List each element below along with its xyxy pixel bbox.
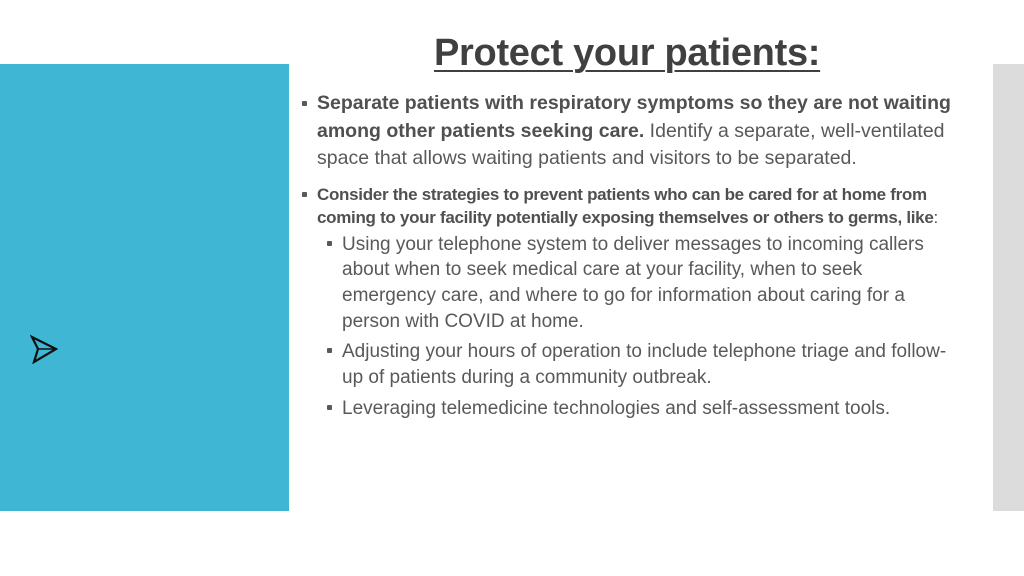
bullet-separate-patients bbox=[300, 90, 962, 173]
sub-bullet-text: Adjusting your hours of operation to include telephone triage and follow-up of patients during a community outbreak. bbox=[342, 341, 947, 389]
side-strip bbox=[993, 64, 1024, 511]
arrowhead-bullet-icon bbox=[30, 334, 58, 364]
sub-bullet-dot-icon bbox=[327, 241, 332, 246]
bullet-bold-text: Separate patients with respiratory symptoms so they are not waiting among other patients seeking care. bbox=[317, 92, 951, 142]
sub-bullet-list bbox=[325, 232, 980, 422]
sub-bullet-hours bbox=[325, 339, 957, 390]
bullet-dot-icon bbox=[302, 101, 307, 106]
bullet-colon: : bbox=[933, 208, 938, 227]
accent-panel bbox=[0, 64, 289, 511]
bullet-text: Identify a separate, well-ventilated space that allows waiting patients and visitors to be separated. bbox=[317, 119, 945, 169]
bullet-list bbox=[300, 90, 980, 426]
sub-bullet-telephone bbox=[325, 232, 957, 335]
sub-bullet-dot-icon bbox=[327, 405, 332, 410]
sub-bullet-dot-icon bbox=[327, 348, 332, 353]
bullet-dot-icon bbox=[302, 192, 307, 197]
bullet-consider-strategies bbox=[300, 183, 980, 230]
slide-title: Protect your patients: bbox=[434, 32, 821, 74]
sub-bullet-text: Using your telephone system to deliver messages to incoming callers about when to seek medical care at your facility, when to seek emergency care, and where to go for information about caring for a person with COVID at home. bbox=[342, 233, 924, 332]
bullet-bold-text: Consider the strategies to prevent patients who can be cared for at home from coming to your facility potentially exposing themselves or others to germs, like bbox=[317, 184, 934, 227]
sub-bullet-text: Leveraging telemedicine technologies and self-assessment tools. bbox=[342, 397, 891, 419]
sub-bullet-telemedicine bbox=[325, 396, 957, 422]
